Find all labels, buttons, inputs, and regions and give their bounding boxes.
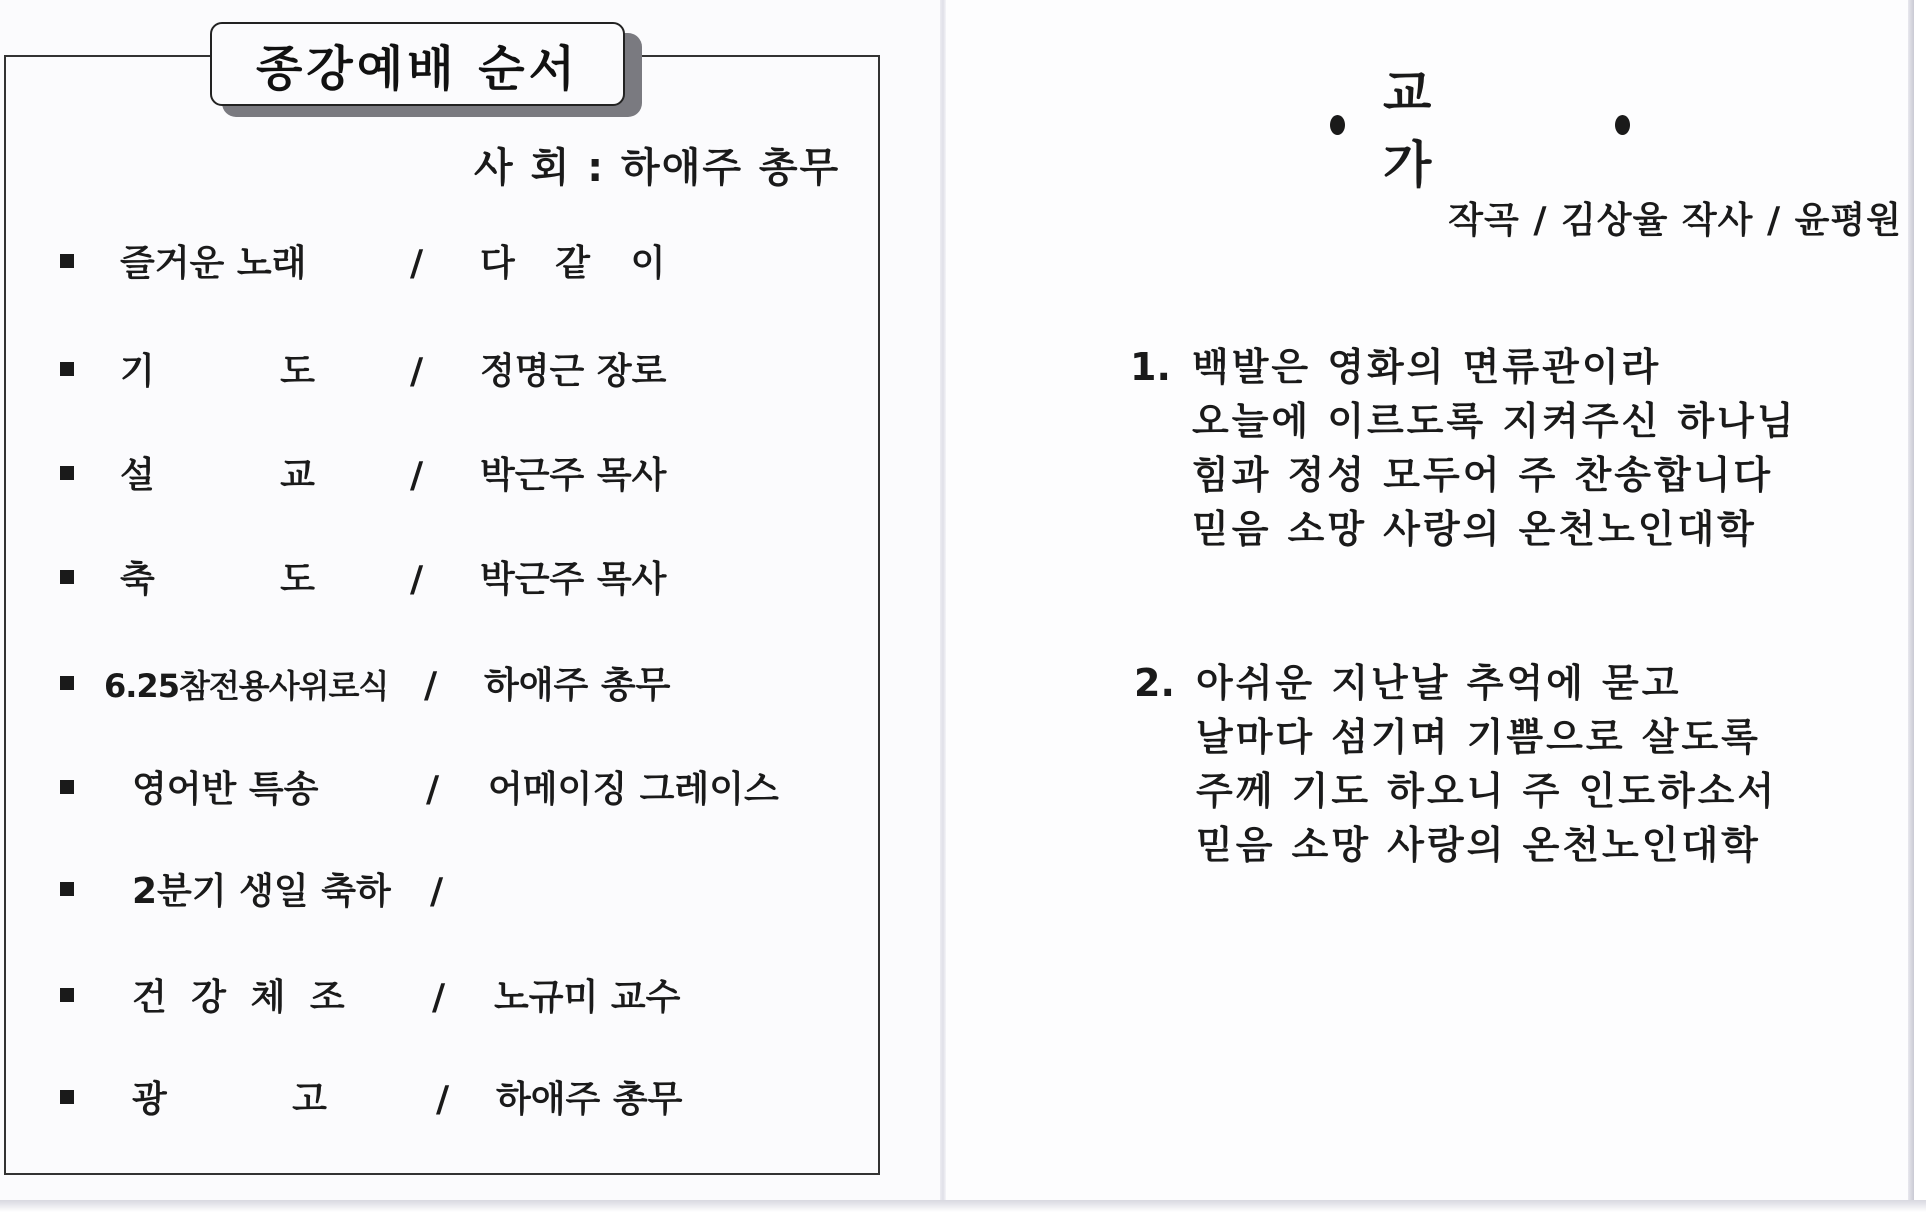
bullet-icon xyxy=(60,466,74,480)
verse-line: 믿음 소망 사랑의 온천노인대학 xyxy=(1196,823,1761,867)
order-item-label: 건 강 체 조 xyxy=(132,977,351,1018)
program-title: 종강예배 순서 xyxy=(210,22,625,106)
order-item-slash: / xyxy=(436,1079,450,1120)
order-item-slash: / xyxy=(426,769,440,810)
bullet-icon xyxy=(60,570,74,584)
order-item-slash: / xyxy=(410,243,424,284)
order-item xyxy=(60,550,860,610)
verse-lines xyxy=(1196,656,1777,872)
order-list xyxy=(0,0,880,1180)
order-item-person: 어메이징 그레이스 xyxy=(488,769,779,810)
order-item-person: 다 같 이 xyxy=(480,243,680,284)
bullet-icon xyxy=(60,254,74,268)
order-item-person: 노규미 교수 xyxy=(494,977,681,1018)
order-item-label: 광 고 xyxy=(132,1079,327,1120)
order-item-label: 6.25참전용사위로식 xyxy=(104,667,389,705)
order-item-label: 영어반 특송 xyxy=(132,769,319,810)
verse-line: 오늘에 이르도록 지켜주신 하나님 xyxy=(1192,399,1797,443)
bullet-icon xyxy=(60,676,74,690)
order-item xyxy=(60,1070,860,1130)
bullet-icon xyxy=(60,780,74,794)
song-title-text: 교 가 xyxy=(1383,64,1488,194)
order-item xyxy=(60,342,860,402)
order-item-slash: / xyxy=(432,977,446,1018)
order-item-label: 설 교 xyxy=(120,455,315,496)
bullet-icon xyxy=(60,988,74,1002)
order-item-label: 축 도 xyxy=(120,559,315,600)
order-item-slash: / xyxy=(430,871,444,912)
order-item-label: 2분기 생일 축하 xyxy=(132,871,391,912)
verse-line: 믿음 소망 사랑의 온천노인대학 xyxy=(1192,507,1757,551)
bullet-icon xyxy=(60,1090,74,1104)
order-item xyxy=(60,234,860,294)
order-item xyxy=(60,968,860,1028)
order-item xyxy=(60,760,860,820)
verse-number: 2. xyxy=(1134,661,1175,705)
order-item xyxy=(60,656,860,716)
verse-line: 힘과 정성 모두어 주 찬송합니다 xyxy=(1192,453,1774,497)
order-item-slash: / xyxy=(410,455,424,496)
verse-line: 아쉬운 지난날 추억에 묻고 xyxy=(1196,661,1682,705)
order-item-label: 즐거운 노래 xyxy=(120,243,307,284)
verse-line: 백발은 영화의 면류관이라 xyxy=(1192,345,1662,389)
verse-1 xyxy=(1130,340,1890,560)
song-title xyxy=(1330,64,1630,194)
order-item-person: 박근주 목사 xyxy=(480,559,667,600)
host-line: 사 회 : 하애주 총무 xyxy=(474,145,841,191)
order-item-person: 박근주 목사 xyxy=(480,455,667,496)
verse-lines xyxy=(1192,340,1797,556)
bullet-dot-icon xyxy=(1615,115,1630,135)
verse-line: 주께 기도 하오니 주 인도하소서 xyxy=(1196,769,1778,813)
song-credits: 작곡 / 김상율 작사 / 윤평원 xyxy=(1448,200,1902,241)
order-item-person: 정명근 장로 xyxy=(480,351,667,392)
bullet-icon xyxy=(60,882,74,896)
verse-2 xyxy=(1134,656,1894,876)
order-item-slash: / xyxy=(410,559,424,600)
order-item-slash: / xyxy=(424,665,438,706)
page-bottom-edge xyxy=(0,1200,1926,1212)
bullet-icon xyxy=(60,362,74,376)
order-item xyxy=(60,446,860,506)
order-item-person: 하애주 총무 xyxy=(484,665,671,706)
order-item-person: 하애주 총무 xyxy=(496,1079,683,1120)
order-item-label: 기 도 xyxy=(120,351,315,392)
verse-line: 날마다 섬기며 기쁨으로 살도록 xyxy=(1196,715,1761,759)
order-item-slash: / xyxy=(410,351,424,392)
bullet-dot-icon xyxy=(1330,115,1345,135)
page-edge xyxy=(1908,0,1914,1200)
order-item xyxy=(60,862,860,922)
verse-number: 1. xyxy=(1130,345,1171,389)
